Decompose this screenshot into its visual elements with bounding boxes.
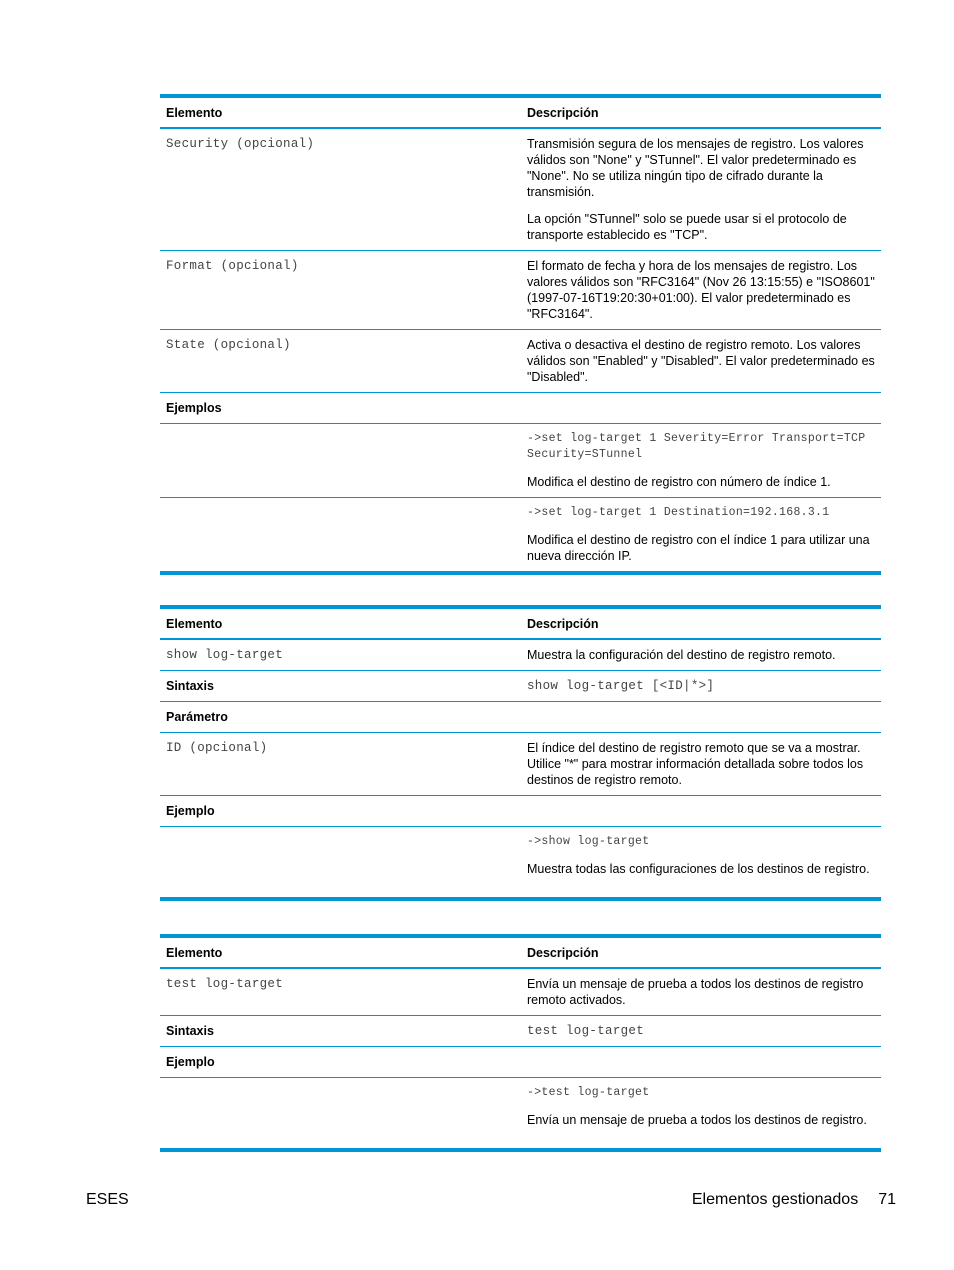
table-header-row bbox=[160, 96, 881, 128]
example1-code: ->set log-target 1 Severity=Error Transport=TCP Security=STunnel bbox=[527, 432, 866, 461]
header-descripcion: Descripción bbox=[521, 607, 881, 639]
syntax-code: show log-target [<ID|*>] bbox=[521, 671, 881, 702]
example-cell bbox=[521, 1078, 881, 1150]
footer-page-number: 71 bbox=[878, 1191, 896, 1208]
table-row bbox=[160, 1078, 881, 1150]
desc-test-log-target: Envía un mensaje de prueba a todos los destinos de registro remoto activados. bbox=[527, 977, 864, 1007]
example-label: Ejemplo bbox=[160, 796, 521, 827]
empty-cell bbox=[521, 796, 881, 827]
element-security: Security (opcional) bbox=[166, 137, 315, 151]
table-row bbox=[160, 498, 881, 574]
example-desc: Envía un mensaje de prueba a todos los destinos de registro. bbox=[527, 1113, 867, 1127]
parameter-label: Parámetro bbox=[160, 702, 521, 733]
table-row bbox=[160, 1016, 881, 1047]
footer-locale: ESES bbox=[86, 1191, 129, 1208]
empty-cell bbox=[160, 1078, 521, 1150]
example-code: ->show log-target bbox=[527, 835, 650, 848]
table-header-row bbox=[160, 607, 881, 639]
syntax-label: Sintaxis bbox=[160, 1016, 521, 1047]
table-row bbox=[160, 393, 881, 424]
security-format-state-table bbox=[160, 94, 881, 575]
example-cell bbox=[521, 827, 881, 899]
table-row bbox=[160, 733, 881, 796]
example-label: Ejemplo bbox=[160, 1047, 521, 1078]
show-log-target-table bbox=[160, 605, 881, 901]
element-id: ID (opcional) bbox=[160, 733, 521, 796]
example2-desc: Modifica el destino de registro con el índice 1 para utilizar una nueva dirección IP. bbox=[527, 533, 870, 563]
header-descripcion: Descripción bbox=[521, 96, 881, 128]
table-row bbox=[160, 1047, 881, 1078]
element-format: Format (opcional) bbox=[160, 251, 521, 330]
syntax-code: test log-target bbox=[521, 1016, 881, 1047]
table-row bbox=[160, 251, 881, 330]
table-row bbox=[160, 330, 881, 393]
table-row bbox=[160, 639, 881, 671]
examples-label: Ejemplos bbox=[160, 393, 521, 424]
header-elemento: Elemento bbox=[160, 607, 521, 639]
desc-security bbox=[521, 128, 881, 251]
test-log-target-table bbox=[160, 934, 881, 1152]
example-desc: Muestra todas las configuraciones de los destinos de registro. bbox=[527, 862, 870, 876]
footer-section-title: Elementos gestionados bbox=[691, 1191, 859, 1208]
desc-security-p2: La opción "STunnel" solo se puede usar si el protocolo de transporte establecido es "TCP". bbox=[527, 212, 847, 242]
table-row bbox=[160, 128, 881, 251]
header-elemento: Elemento bbox=[160, 936, 521, 968]
table-row bbox=[160, 827, 881, 899]
empty-cell bbox=[521, 702, 881, 733]
desc-state: Activa o desactiva el destino de registro remoto. Los valores válidos son "Enabled" y "Disabled". El valor predeterminado es "Disabled". bbox=[521, 330, 881, 393]
table-row bbox=[160, 702, 881, 733]
example2-code: ->set log-target 1 Destination=192.168.3.1 bbox=[527, 506, 830, 519]
example2-cell bbox=[521, 498, 881, 574]
desc-id: El índice del destino de registro remoto que se va a mostrar. Utilice "*" para mostrar información detallada sobre todos los destinos de registro remoto. bbox=[521, 733, 881, 796]
table-row bbox=[160, 671, 881, 702]
empty-cell bbox=[521, 393, 881, 424]
element-show-log-target: show log-target bbox=[166, 648, 284, 662]
desc-security-p1: Transmisión segura de los mensajes de registro. Los valores válidos son "None" y "STunnel". El valor predeterminado es "None". No se utiliza ningún tipo de cifrado durante la transmisión. bbox=[527, 137, 864, 199]
header-elemento: Elemento bbox=[160, 96, 521, 128]
empty-cell bbox=[160, 424, 521, 498]
element-test-log-target: test log-target bbox=[166, 977, 284, 991]
table-row bbox=[160, 796, 881, 827]
example-code: ->test log-target bbox=[527, 1086, 650, 1099]
empty-cell bbox=[160, 498, 521, 574]
empty-cell bbox=[521, 1047, 881, 1078]
example1-desc: Modifica el destino de registro con número de índice 1. bbox=[527, 475, 831, 489]
desc-show-log-target: Muestra la configuración del destino de registro remoto. bbox=[527, 648, 836, 662]
footer-page-info bbox=[692, 1191, 896, 1209]
empty-cell bbox=[160, 827, 521, 899]
syntax-label: Sintaxis bbox=[160, 671, 521, 702]
desc-format: El formato de fecha y hora de los mensajes de registro. Los valores válidos son "RFC3164" (Nov 26 13:15:55) e "ISO8601" (1997-07-16T19:20:30+01:00). El valor predeterminado es "RFC3164". bbox=[521, 251, 881, 330]
table-header-row bbox=[160, 936, 881, 968]
example1-cell bbox=[521, 424, 881, 498]
element-state: State (opcional) bbox=[160, 330, 521, 393]
header-descripcion: Descripción bbox=[521, 936, 881, 968]
table-row bbox=[160, 968, 881, 1016]
table-row bbox=[160, 424, 881, 498]
